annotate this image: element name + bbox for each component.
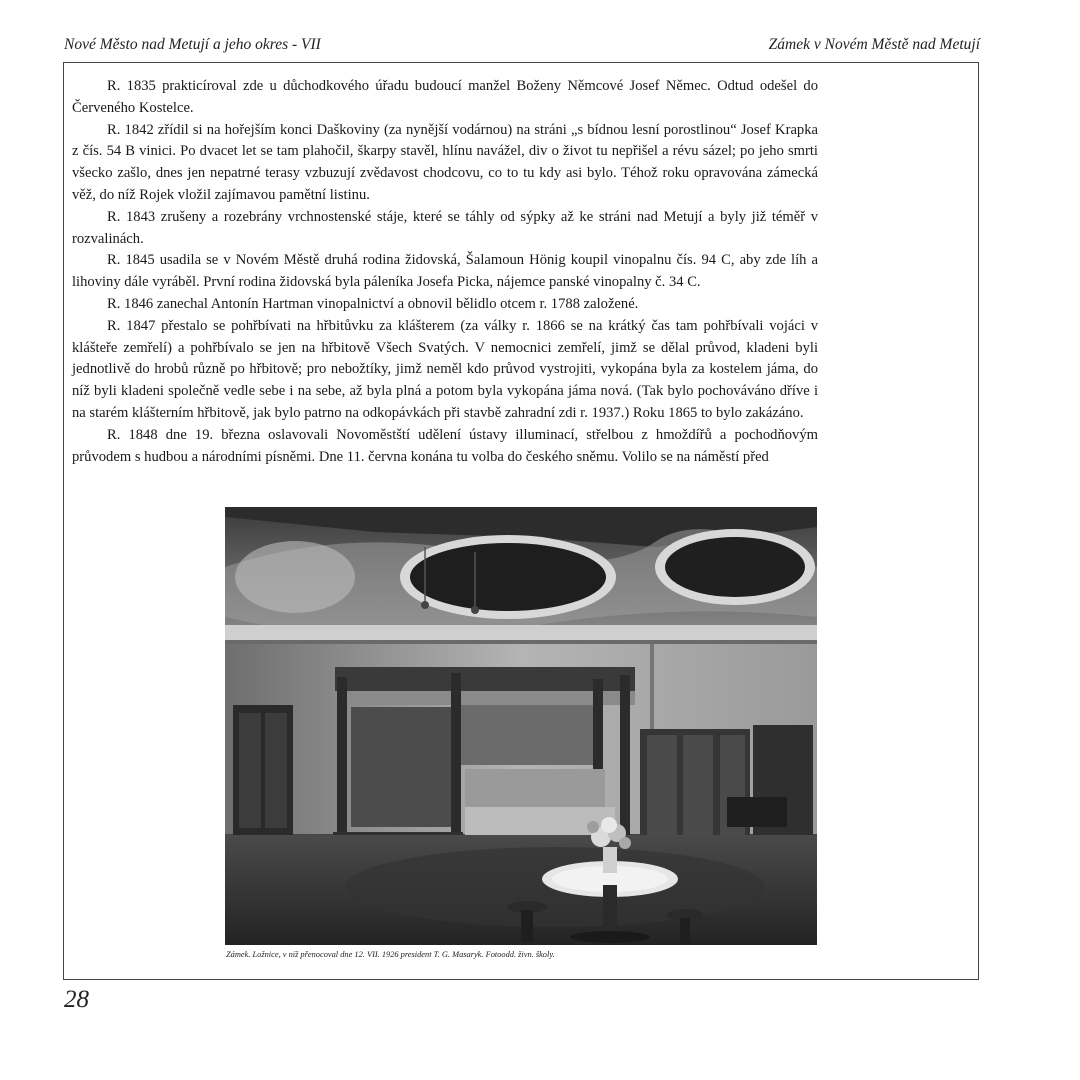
bedroom-photo [225, 507, 817, 945]
paragraph: R. 1847 přestalo se pohřbívati na hřbitůvku za klášterem (za války r. 1866 se na krátký čas tam pohřbívali vojáci v klášteře zemřelí) a pohřbívalo se jen na hřbitově Všech Svatých. V nemocnici zemřelí, jimž se dělal průvod, kladeni byli jednotlivě do hrobů různě po hřbitově; pro nebožtíky, jimž neměl kdo průvod vystrojiti, vykopána byla za kostelem jáma, do níž byli kladeni společně vedle sebe i na sebe, až byla plná a potom byla vykopána jáma nová. (Tak bylo pochováváno dříve i na starém klášterním hřbitově, jak bylo patrno na odkopávkách při stavbě zahradní zdi r. 1937.) Roku 1865 to bylo zakázáno. [72, 317, 818, 421]
running-head-left: Nové Město nad Metují a jeho okres - VII [64, 36, 321, 53]
paragraph: R. 1845 usadila se v Novém Městě druhá rodina židovská, Šalamoun Hönig koupil vinopalnu čís. 94 C, aby zde líh a lihoviny dále vyráběl. První rodina židovská byla páleníka Josefa Picka, nájemce panské vinopalny č. 34 C. [72, 252, 818, 291]
page-number: 28 [64, 986, 89, 1013]
body-text [72, 76, 818, 468]
paragraph: R. 1835 prakticíroval zde u důchodkového úřadu budoucí manžel Boženy Němcové Josef Němec. Odtud odešel do Červeného Kostelce. [72, 78, 818, 116]
paragraph: R. 1846 zanechal Antonín Hartman vinopalnictví a obnovil bělidlo otcem r. 1788 založené. [107, 295, 639, 312]
running-head-right: Zámek v Novém Městě nad Metují [768, 36, 980, 53]
paragraph: R. 1848 dne 19. března oslavovali Novoměstští udělení ústavy illuminací, střelbou z hmoždířů a pochodňovým průvodem s hudbou a národními písněmi. Dne 11. června konána tu volba do českého sněmu. Volilo se na náměstí před [72, 426, 818, 465]
paragraph: R. 1843 zrušeny a rozebrány vrchnostenské stáje, které se táhly od sýpky až ke stráni nad Metují a byly již téměř v rozvalinách. [72, 208, 818, 247]
paragraph: R. 1842 zřídil si na hořejším konci Daškoviny (za nynější vodárnou) na stráni „s bídnou lesní porostlinou“ Josef Krapka z čís. 54 B vinici. Po dvacet let se tam plahočil, škarpy stavěl, hlínu navážel, div o život tu nepřišel a révu sázel; po jeho smrti všecko zašlo, dnes jen nepatrné terasy vzbuzují zvědavost chodcovu, co to tu kdy asi bylo. Téhož roku opravována zámecká věž, do níž Rojek vložil zajímavou pamětní listinu. [72, 121, 818, 203]
photo-caption: Zámek. Ložnice, v níž přenocoval dne 12. VII. 1926 president T. G. Masaryk. Fotoodd. živn. školy. [226, 950, 555, 959]
running-head [64, 36, 980, 54]
